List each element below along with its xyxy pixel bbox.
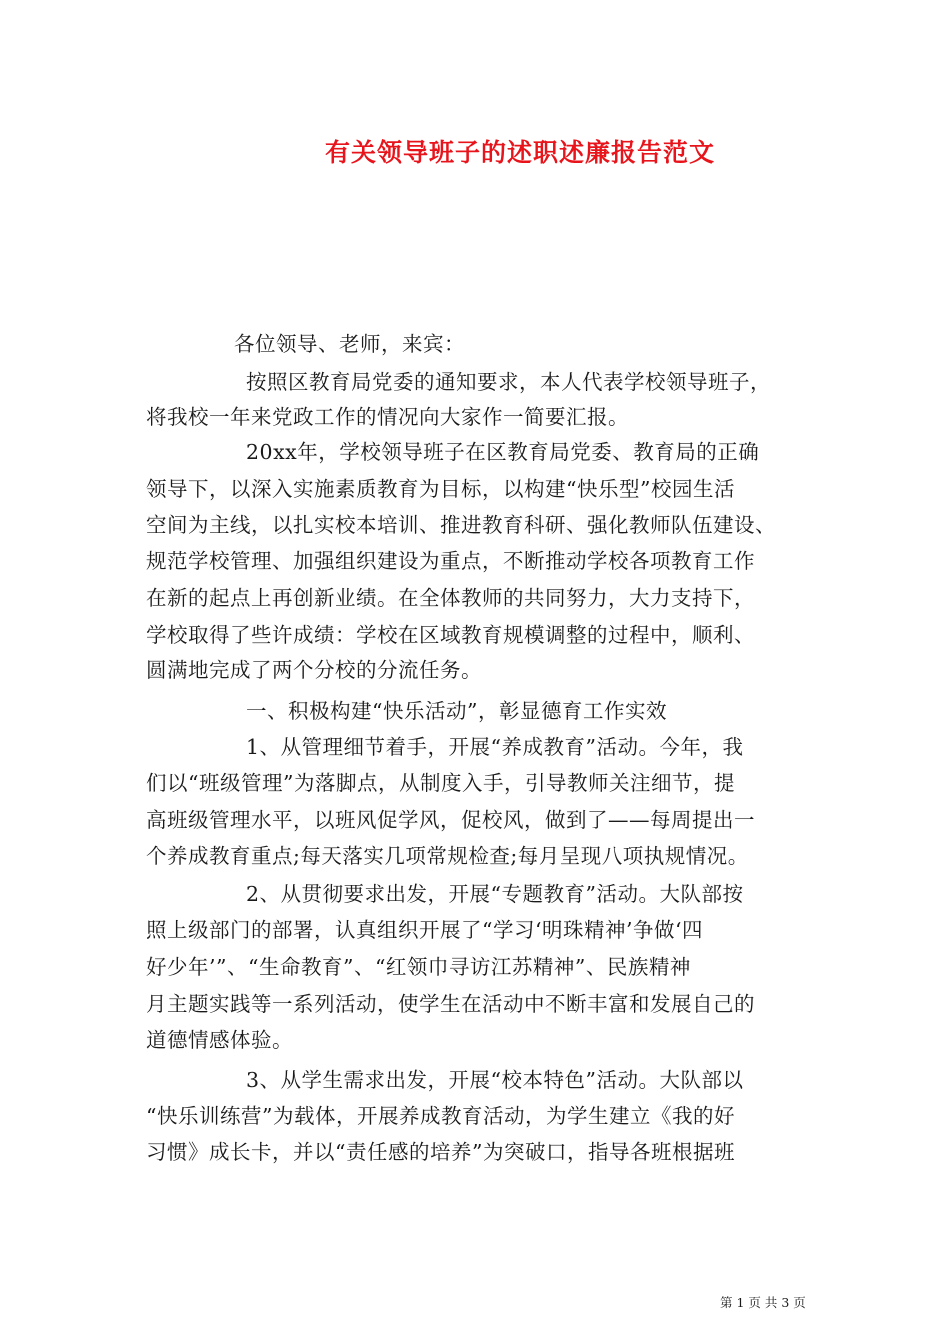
text-line: 好少年’”、“生命教育”、“红领巾寻访江苏精神”、民族精神 (146, 955, 691, 979)
document-title: 有关领导班子的述职述廉报告范文 (324, 138, 715, 167)
text-line: 按照区教育局党委的通知要求，本人代表学校领导班子， (246, 370, 771, 394)
text-line: 20xx年，学校领导班子在区教育局党委、教育局的正确 (246, 440, 760, 464)
text-line: 高班级管理水平，以班风促学风，促校风，做到了——每周提出一 (146, 808, 755, 832)
text-line: 学校取得了些许成绩：学校在区域教育规模调整的过程中，顺利、 (146, 623, 755, 647)
page-number-footer: 第 1 页 共 3 页 (720, 1295, 806, 1310)
text-line: 1、从管理细节着手，开展“养成教育”活动。今年，我 (246, 735, 744, 759)
text-line: 3、从学生需求出发，开展“校本特色”活动。大队部以 (246, 1068, 744, 1092)
text-line: 道德情感体验。 (146, 1028, 293, 1052)
text-line: 月主题实践等一系列活动，使学生在活动中不断丰富和发展自己的 (146, 992, 755, 1016)
text-line: 空间为主线，以扎实校本培训、推进教育科研、强化教师队伍建设、 (146, 513, 776, 537)
text-line: 将我校一年来党政工作的情况向大家作一简要汇报。 (146, 405, 629, 429)
text-line: 在新的起点上再创新业绩。在全体教师的共同努力，大力支持下， (146, 586, 755, 610)
text-line: 们以“班级管理”为落脚点，从制度入手，引导教师关注细节，提 (146, 771, 735, 795)
text-line: 领导下，以深入实施素质教育为目标，以构建“快乐型”校园生活 (146, 477, 735, 501)
text-line: 照上级部门的部署，认真组织开展了“学习‘明珠精神’争做‘四 (146, 918, 704, 942)
text-line: 个养成教育重点;每天落实几项常规检查;每月呈现八项执规情况。 (146, 844, 749, 868)
text-line: 圆满地完成了两个分校的分流任务。 (146, 658, 482, 682)
section-heading: 一、积极构建“快乐活动”，彰显德育工作实效 (246, 699, 667, 723)
text-line: 各位领导、老师，来宾： (234, 332, 465, 356)
text-line: “快乐训练营”为载体，开展养成教育活动，为学生建立《我的好 (146, 1104, 735, 1128)
text-line: 规范学校管理、加强组织建设为重点，不断推动学校各项教育工作 (146, 549, 755, 573)
text-line: 习惯》成长卡，并以“责任感的培养”为突破口，指导各班根据班 (146, 1140, 735, 1164)
text-line: 2、从贯彻要求出发，开展“专题教育”活动。大队部按 (246, 882, 744, 906)
